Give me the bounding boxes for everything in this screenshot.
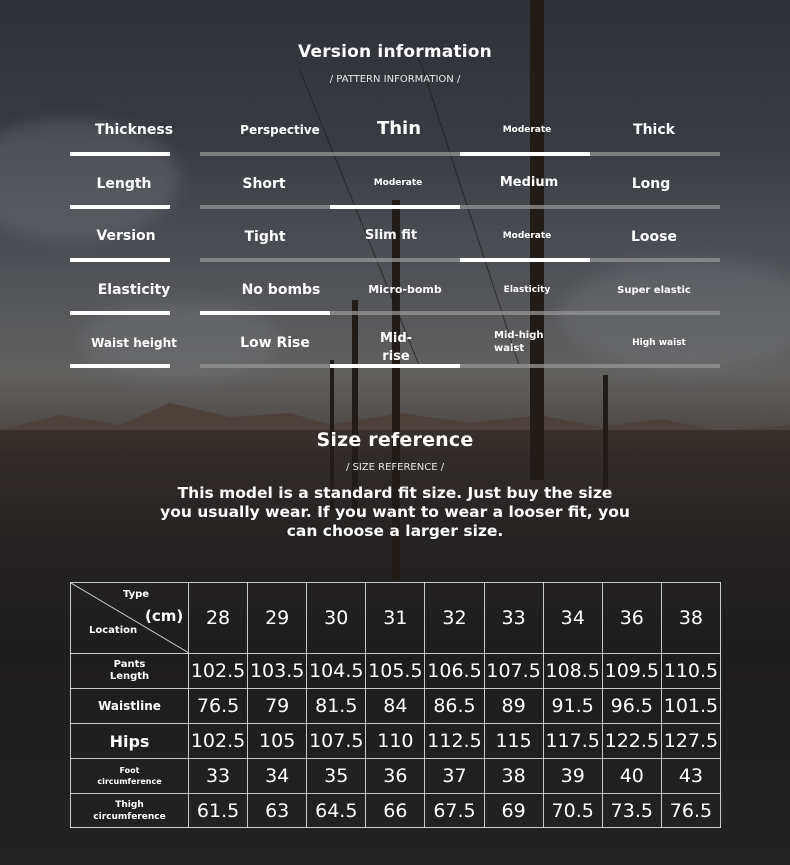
table-cell: 110 <box>366 724 425 759</box>
table-cell: 84 <box>366 689 425 724</box>
option-long: Long <box>631 176 671 192</box>
table-cell: 86.5 <box>425 689 484 724</box>
table-cell: 81.5 <box>307 689 366 724</box>
table-cell: 73.5 <box>602 794 661 828</box>
table-row-pants-length <box>71 654 721 689</box>
table-cell: 107.5 <box>307 724 366 759</box>
size-title: Size reference <box>316 429 474 451</box>
label-underline <box>70 311 170 315</box>
attr-label: Version <box>96 228 156 244</box>
option-thin: Thin <box>376 118 422 139</box>
table-row-foot-circumference <box>71 759 721 794</box>
option-loose: Loose <box>631 229 677 245</box>
table-cell: 37 <box>425 759 484 794</box>
table-cell: 69 <box>484 794 543 828</box>
row-label: Thigh circumference <box>71 794 189 828</box>
corner-location: Location <box>89 625 138 636</box>
table-cell: 64.5 <box>307 794 366 828</box>
option-moderate: Moderate <box>373 178 423 188</box>
option-thick: Thick <box>633 122 675 138</box>
option-moderate: Moderate <box>502 125 552 135</box>
option-low-rise: Low Rise <box>240 335 310 351</box>
table-corner <box>71 583 189 654</box>
table-cell: 96.5 <box>602 689 661 724</box>
table-row-waistline <box>71 689 721 724</box>
attr-label: Waist height <box>91 336 177 350</box>
size-table <box>70 582 721 828</box>
size-header-cell: 29 <box>248 583 307 654</box>
table-cell: 67.5 <box>425 794 484 828</box>
option-high-waist: High waist <box>632 338 686 348</box>
size-header-cell: 33 <box>484 583 543 654</box>
size-header-cell: 30 <box>307 583 366 654</box>
table-cell: 106.5 <box>425 654 484 689</box>
size-header-row <box>71 583 721 654</box>
scale-selected-segment <box>460 258 590 262</box>
size-subtitle: / SIZE REFERENCE / <box>345 462 445 473</box>
size-header-cell: 28 <box>189 583 248 654</box>
table-cell: 115 <box>484 724 543 759</box>
table-cell: 117.5 <box>543 724 602 759</box>
table-cell: 39 <box>543 759 602 794</box>
table-cell: 61.5 <box>189 794 248 828</box>
row-label: Pants Length <box>71 654 189 689</box>
table-cell: 105 <box>248 724 307 759</box>
table-cell: 38 <box>484 759 543 794</box>
option-perspective: Perspective <box>240 123 320 137</box>
table-cell: 33 <box>189 759 248 794</box>
scale-selected-segment <box>200 311 330 315</box>
table-row-thigh-circumference <box>71 794 721 828</box>
table-cell: 127.5 <box>661 724 720 759</box>
scale-selected-segment <box>330 205 460 209</box>
table-cell: 79 <box>248 689 307 724</box>
attr-label: Length <box>96 176 152 192</box>
scale-track <box>200 205 720 209</box>
label-underline <box>70 152 170 156</box>
option-slim-fit: Slim fit <box>364 228 418 243</box>
table-cell: 101.5 <box>661 689 720 724</box>
option-mid-high-waist: Mid-high waist <box>494 330 544 354</box>
option-mid-rise: Mid-rise <box>379 331 413 364</box>
option-micro-bomb: Micro-bomb <box>368 283 442 296</box>
option-short: Short <box>242 176 286 192</box>
table-cell: 36 <box>366 759 425 794</box>
size-header-cell: 38 <box>661 583 720 654</box>
table-cell: 89 <box>484 689 543 724</box>
scale-selected-segment <box>460 152 590 156</box>
size-description: This model is a standard fit size. Just buy the size you usually wear. If you want to wear a looser fit, you can choose a larger size. <box>160 484 630 540</box>
option-no-bombs: No bombs <box>241 282 321 298</box>
table-cell: 76.5 <box>661 794 720 828</box>
option-medium: Medium <box>499 175 559 190</box>
table-cell: 104.5 <box>307 654 366 689</box>
table-cell: 40 <box>602 759 661 794</box>
table-cell: 112.5 <box>425 724 484 759</box>
table-cell: 107.5 <box>484 654 543 689</box>
table-cell: 103.5 <box>248 654 307 689</box>
table-cell: 43 <box>661 759 720 794</box>
table-cell: 110.5 <box>661 654 720 689</box>
attr-label: Thickness <box>94 122 174 138</box>
table-cell: 102.5 <box>189 724 248 759</box>
table-cell: 91.5 <box>543 689 602 724</box>
size-header-cell: 34 <box>543 583 602 654</box>
corner-unit: (cm) <box>145 607 184 625</box>
size-header-cell: 31 <box>366 583 425 654</box>
size-header-cell: 32 <box>425 583 484 654</box>
table-cell: 35 <box>307 759 366 794</box>
option-super-elastic: Super elastic <box>617 285 691 296</box>
table-cell: 76.5 <box>189 689 248 724</box>
scale-selected-segment <box>330 364 460 368</box>
attr-label: Elasticity <box>97 282 171 298</box>
row-label: Waistline <box>71 689 189 724</box>
row-label: Hips <box>71 724 189 759</box>
table-cell: 102.5 <box>189 654 248 689</box>
table-cell: 63 <box>248 794 307 828</box>
table-cell: 34 <box>248 759 307 794</box>
scale-track <box>200 364 720 368</box>
version-subtitle: / PATTERN INFORMATION / <box>329 74 461 85</box>
table-cell: 109.5 <box>602 654 661 689</box>
table-row-hips <box>71 724 721 759</box>
option-moderate: Moderate <box>502 231 552 241</box>
corner-type: Type <box>123 589 150 600</box>
table-cell: 66 <box>366 794 425 828</box>
version-title: Version information <box>298 42 492 62</box>
row-label: Foot circumference <box>71 759 189 794</box>
option-elasticity: Elasticity <box>503 285 551 295</box>
label-underline <box>70 205 170 209</box>
label-underline <box>70 364 170 368</box>
table-cell: 108.5 <box>543 654 602 689</box>
table-cell: 122.5 <box>602 724 661 759</box>
label-underline <box>70 258 170 262</box>
table-cell: 70.5 <box>543 794 602 828</box>
size-header-cell: 36 <box>602 583 661 654</box>
option-tight: Tight <box>244 229 286 245</box>
table-cell: 105.5 <box>366 654 425 689</box>
